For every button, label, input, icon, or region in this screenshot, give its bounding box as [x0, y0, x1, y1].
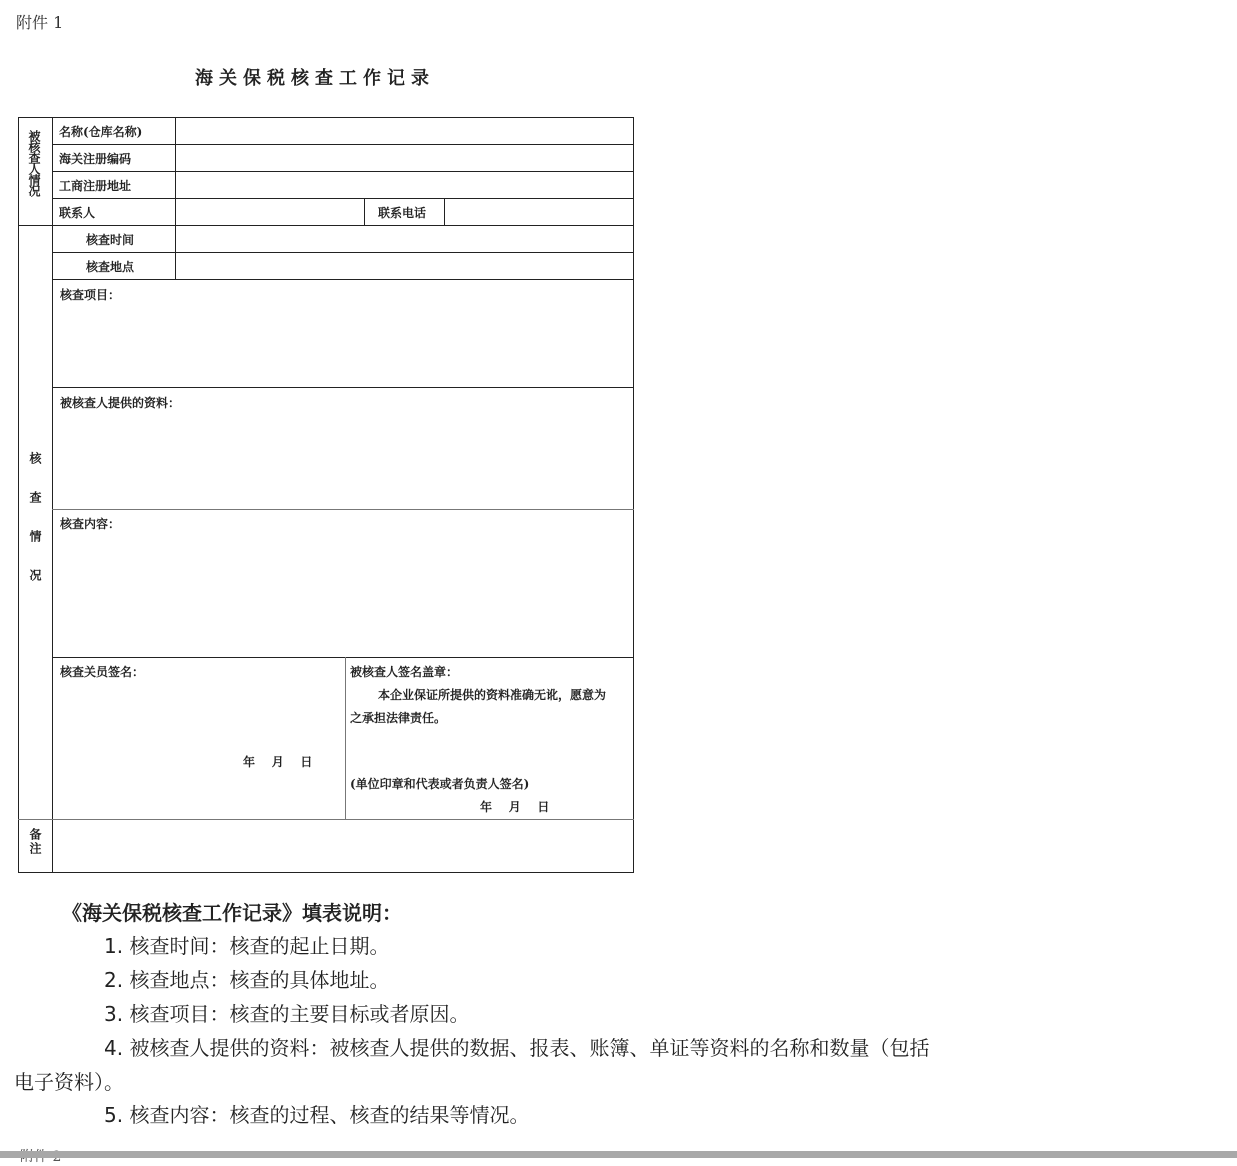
instruction-item: 3. 核查项目：核查的主要目标或者原因。 — [104, 1002, 470, 1026]
instruction-item: 5. 核查内容：核查的过程、核查的结果等情况。 — [104, 1103, 530, 1127]
check-situation-section-label: 核查情况 — [28, 452, 42, 608]
check-content-label: 核查内容： — [60, 517, 121, 531]
contact-phone-label: 联系电话 — [378, 206, 427, 220]
form-title: 海关保税核查工作记录 — [195, 68, 435, 89]
name-label: 名称(仓库名称) — [59, 125, 143, 139]
check-items-label: 核查项目： — [60, 288, 121, 302]
instruction-item-continued: 电子资料）。 — [14, 1070, 124, 1094]
check-place-label: 核查地点 — [86, 260, 135, 274]
inspectee-sign-date: 年 月 日 — [480, 800, 550, 814]
instruction-item: 2. 核查地点：核查的具体地址。 — [104, 968, 390, 992]
provided-materials-label: 被核查人提供的资料： — [60, 396, 181, 410]
officer-signature-label: 核查关员签名： — [60, 665, 145, 679]
instruction-item: 1. 核查时间：核查的起止日期。 — [104, 934, 390, 958]
customs-code-label: 海关注册编码 — [59, 152, 132, 166]
inspectee-signature-label: 被核查人签名盖章： — [350, 665, 459, 679]
check-time-label: 核查时间 — [86, 233, 135, 247]
pledge-text-line1: 本企业保证所提供的资料准确无讹，愿意为 — [378, 688, 607, 702]
contact-person-label: 联系人 — [59, 206, 96, 220]
pledge-text-line2: 之承担法律责任。 — [350, 711, 447, 725]
inspected-party-section-label: 被核查人情况 — [27, 130, 41, 196]
officer-sign-date: 年 月 日 — [243, 755, 313, 769]
instructions-title: 《海关保税核查工作记录》填表说明： — [62, 901, 402, 925]
business-address-label: 工商注册地址 — [59, 179, 132, 193]
page-divider-bar — [0, 1151, 1237, 1158]
seal-note: (单位印章和代表或者负责人签名) — [350, 777, 530, 791]
remarks-label: 备注 — [28, 828, 42, 856]
instruction-item: 4. 被核查人提供的资料：被核查人提供的数据、报表、账簿、单证等资料的名称和数量（包括 — [104, 1036, 930, 1060]
attachment-label: 附件 1 — [16, 13, 64, 32]
